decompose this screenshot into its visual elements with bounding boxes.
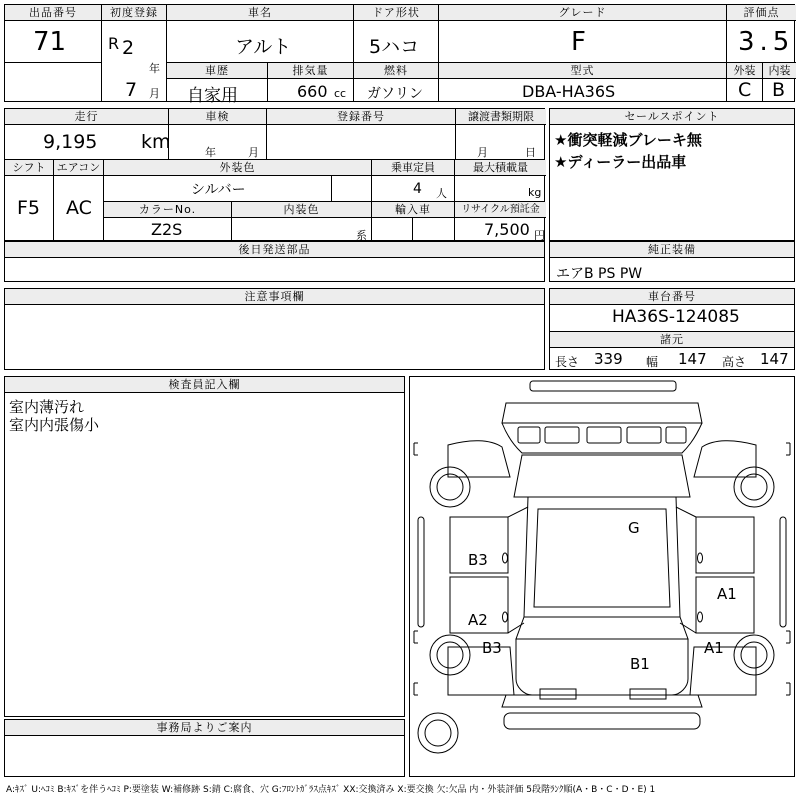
sales-points-header: セールスポイント	[550, 109, 794, 125]
import-header: 輸入車	[372, 202, 454, 218]
capacity: 4	[413, 181, 422, 197]
mileage: 9,195	[43, 131, 98, 153]
car-name: アルト	[235, 36, 292, 58]
lot-no: 71	[33, 27, 67, 57]
dimensions-header: 諸元	[550, 331, 794, 348]
car-name-header: 車名	[167, 5, 353, 21]
lot-no-header: 出品番号	[5, 5, 101, 21]
damage-b3-upper: B3	[468, 551, 488, 569]
damage-b1: B1	[630, 655, 650, 673]
reg-year: 2	[122, 37, 135, 59]
aircon: AC	[66, 197, 92, 219]
inspection-year: 年	[205, 146, 216, 159]
chassis-block	[549, 288, 795, 370]
door-type: 5ハコ	[369, 36, 420, 58]
fuel-header: 燃料	[354, 63, 438, 79]
damage-g: G	[628, 519, 640, 537]
displacement-header: 排気量	[268, 63, 353, 79]
recycle-unit: 円	[534, 229, 545, 242]
color-no-header: カラーNo.	[104, 202, 231, 218]
int-color-header: 内装色	[232, 202, 371, 218]
damage-a1-upper: A1	[717, 585, 737, 603]
capacity-unit: 人	[436, 187, 447, 200]
equipment-header: 純正装備	[550, 242, 794, 258]
dim-width-label: 幅	[646, 355, 659, 369]
dim-height-label: 高さ	[722, 355, 747, 369]
shift-header: シフト	[5, 160, 53, 176]
later-parts-block	[4, 241, 545, 282]
office-header: 事務局よりご案内	[5, 720, 404, 736]
notes-header: 注意事項欄	[5, 289, 544, 305]
damage-a2: A2	[468, 611, 488, 629]
exterior-grade: C	[738, 79, 752, 101]
damage-a1-lower: A1	[704, 639, 724, 657]
dim-height: 147	[760, 350, 789, 368]
reg-no-header: 登録番号	[267, 109, 455, 125]
notes-block	[4, 288, 545, 370]
max-load-unit: kg	[528, 186, 542, 199]
dim-length: 339	[594, 350, 623, 368]
displacement: 660	[297, 82, 328, 101]
model: DBA-HA36S	[522, 82, 616, 101]
inspector-note-1: 室内薄汚れ	[9, 398, 85, 416]
grade: F	[571, 27, 586, 57]
interior-header: 内装	[763, 63, 796, 79]
fuel: ガソリン	[367, 86, 423, 102]
shift: F5	[17, 197, 41, 219]
transfer-header: 譲渡書類期限	[456, 109, 546, 125]
ext-color: シルバー	[191, 182, 246, 198]
inspector-header: 検査員記入欄	[5, 377, 404, 393]
score: 3.5	[738, 27, 795, 57]
history: 自家用	[187, 86, 238, 106]
mileage-unit: km	[141, 131, 171, 153]
exterior-header: 外装	[727, 63, 762, 79]
sales-point-2: ★ディーラー出品車	[554, 153, 687, 171]
header-row	[4, 4, 795, 106]
transfer-month: 月	[477, 146, 488, 159]
max-load-header: 最大積載量	[455, 160, 546, 176]
inspector-note-2: 室内内張傷小	[9, 416, 100, 434]
reg-month: 7	[125, 79, 138, 101]
door-header: ドア形状	[354, 5, 438, 21]
inspector-block	[4, 376, 405, 717]
era: R	[108, 34, 120, 53]
dim-length-label: 長さ	[555, 355, 580, 369]
inspection-month: 月	[248, 146, 259, 159]
first-reg-header: 初度登録	[102, 5, 166, 21]
equipment-block	[549, 241, 795, 282]
interior-grade: B	[772, 79, 786, 101]
sales-point-1: ★衝突軽減ブレーキ無	[554, 131, 702, 149]
int-color-unit: 系	[356, 229, 367, 242]
dim-width: 147	[678, 350, 707, 368]
equipment: エアB PS PW	[556, 266, 643, 282]
ext-color-header: 外装色	[104, 160, 371, 176]
legend: A:ｷｽﾞ U:ﾍｺﾐ B:ｷｽﾞを伴うﾍｺﾐ P:要塗装 W:補修跡 S:錆 C:腐食、穴 G:ﾌﾛﾝﾄｶﾞﾗｽ点ｷｽﾞ XX:交換済み X:要交換 欠:欠品 内・外装評価 5段階ﾗﾝｸ順(A・B・C・D・E) 1	[6, 785, 656, 795]
chassis-header: 車台番号	[550, 289, 794, 305]
sales-points-block	[549, 108, 795, 241]
mileage-header: 走行	[5, 109, 168, 125]
history-header: 車歴	[167, 63, 267, 79]
car-diagram	[409, 376, 795, 777]
inspection-header: 車検	[169, 109, 266, 125]
capacity-header: 乗車定員	[372, 160, 454, 176]
displacement-unit: cc	[334, 87, 347, 100]
model-header: 型式	[439, 63, 726, 79]
damage-b3-lower: B3	[482, 639, 502, 657]
reg-month-unit: 月	[149, 87, 160, 100]
grade-header: グレード	[439, 5, 726, 21]
vehicle-info-block	[4, 108, 545, 241]
aircon-header: エアコン	[54, 160, 103, 176]
transfer-day: 日	[525, 146, 536, 159]
later-parts-header: 後日発送部品	[5, 242, 544, 258]
reg-year-unit: 年	[149, 62, 160, 75]
recycle-header: リサイクル預託金	[455, 202, 546, 218]
recycle-fee: 7,500	[484, 220, 530, 239]
chassis-number: HA36S-124085	[612, 307, 740, 327]
color-no: Z2S	[151, 220, 183, 239]
score-header: 評価点	[727, 5, 796, 21]
office-block	[4, 719, 405, 777]
